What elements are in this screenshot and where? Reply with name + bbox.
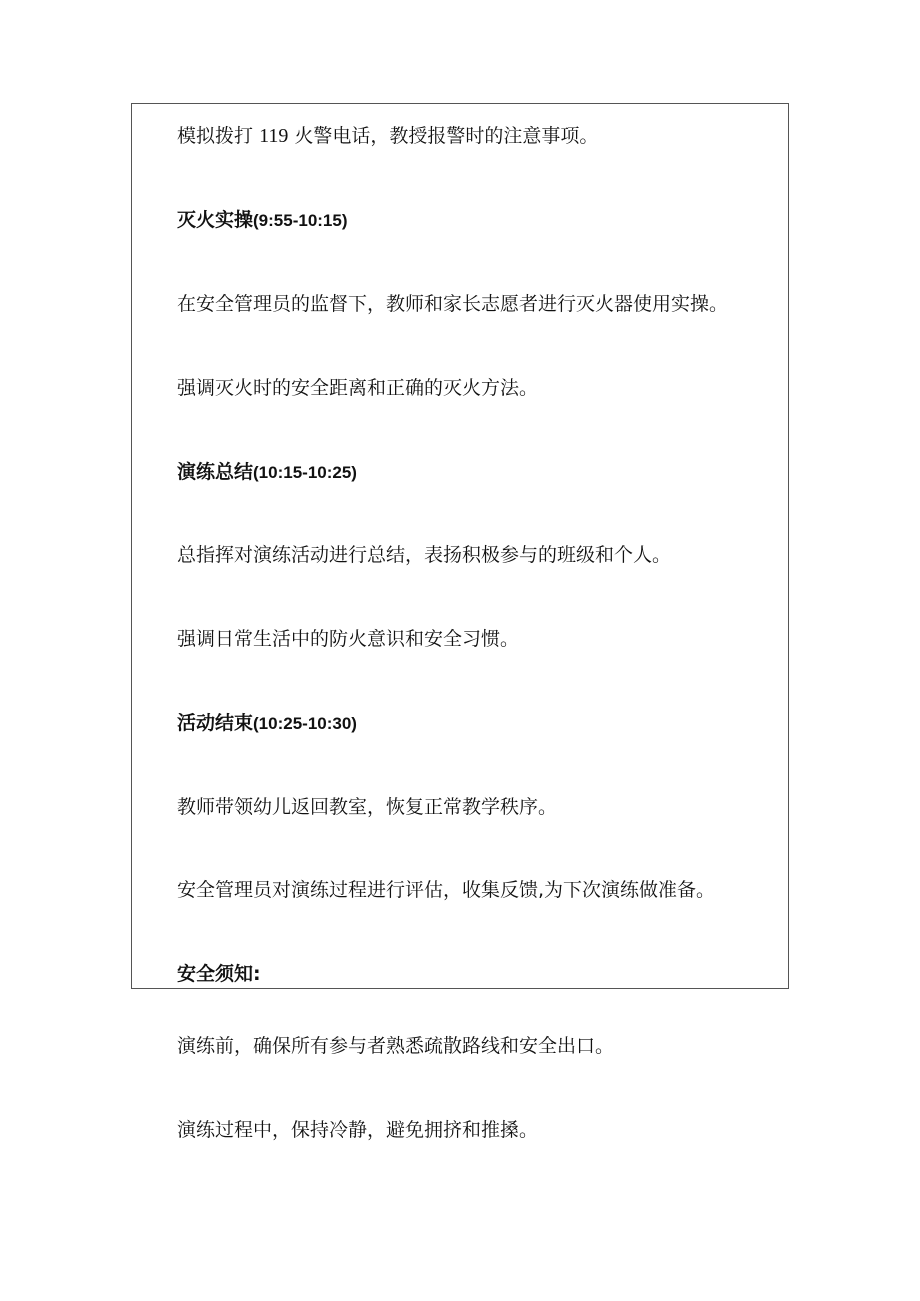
heading-safety-title: 安全须知: (177, 963, 261, 985)
paragraph-fire-call (177, 124, 598, 148)
paragraph-summary-1: 总指挥对演练活动进行总结，表扬积极参与的班级和个人。 (177, 544, 672, 566)
paragraph-safety-2: 演练过程中，保持冷静，避免拥挤和推搡。 (177, 1119, 539, 1141)
fire-call-text-after: 火警电话，教授报警时的注意事项。 (294, 125, 599, 147)
heading-summary-time: (10:15-10:25) (253, 463, 357, 482)
paragraph-fire-practice-2: 强调灭火时的安全距离和正确的灭火方法。 (177, 377, 539, 399)
heading-fire-practice-time: (9:55-10:15) (253, 211, 348, 230)
heading-activity-end-time: (10:25-10:30) (253, 714, 357, 733)
heading-safety (177, 962, 261, 986)
paragraph-end-1: 教师带领幼儿返回教室，恢复正常教学秩序。 (177, 796, 558, 818)
heading-fire-practice-title: 灭火实操 (177, 209, 254, 231)
heading-activity-end-title: 活动结束 (177, 712, 254, 734)
heading-summary-title: 演练总结 (177, 461, 254, 483)
paragraph-safety-1: 演练前，确保所有参与者熟悉疏散路线和安全出口。 (177, 1035, 615, 1057)
paragraph-end-2: 安全管理员对演练过程进行评估，收集反馈,为下次演练做准备。 (177, 879, 716, 901)
fire-call-number: 119 (259, 125, 289, 147)
heading-activity-end (177, 711, 357, 736)
heading-fire-practice (177, 208, 348, 233)
fire-call-text-before: 模拟拨打 (177, 125, 254, 147)
paragraph-fire-practice-1: 在安全管理员的监督下，教师和家长志愿者进行灭火器使用实操。 (177, 293, 729, 315)
paragraph-summary-2: 强调日常生活中的防火意识和安全习惯。 (177, 628, 520, 650)
heading-summary (177, 460, 357, 485)
